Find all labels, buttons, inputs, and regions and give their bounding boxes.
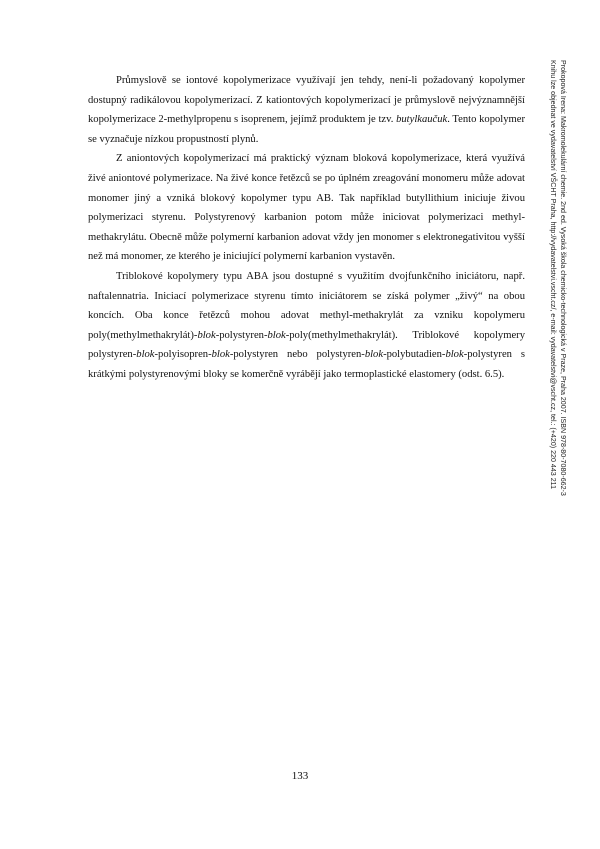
text-run: -polystyren s krátkými polystyrenovými bloky se komerčně vyrábějí jako termoplastické elastomery (odst. 6.5).: [88, 349, 525, 380]
text-run: Triblokové kopolymery typu ABA jsou dostupné s využitím dvojfunkčního iniciátoru, např. naftalennatria. Iniciací polymerizace styrenu tímto iniciátorem se získá polymer „živý“ na obou koncích. Oba konce řetězců mohou adovat methyl-methakrylát za vzniku kopolymeru poly(methylmethakrylát)-: [88, 270, 525, 341]
publication-note-line-1: Prokopová Irena: Makromolekulární chemie. 2nd ed. Vysoká škola chemicko-technologická v Praze, Praha 2007. ISBN 978-80-7080-662-3: [559, 60, 567, 496]
publication-note-line-2: Knihu lze objednat ve vydavatelství VŠCHT Praha, http://vydavatelstvi.vscht.cz/, e-mail: vydavatelstvi@vscht.cz, tel.: (+420) 220 443 211: [549, 60, 557, 490]
text-run: -polybutadien-: [383, 349, 446, 361]
italic-term: blok: [267, 329, 286, 341]
body-text: [88, 71, 525, 385]
text-run: -polyisopren-: [154, 349, 212, 361]
text-run: -polystyren-: [215, 329, 268, 341]
text-run: . Tento kopolymer se vyznačuje nízkou propustností plynů.: [88, 114, 525, 145]
paragraph: [88, 149, 525, 267]
text-run: Průmyslově se iontové kopolymerizace využívají jen tehdy, není-li požadovaný kopolymer dostupný radikálovou kopolymerizací. Z kationtových kopolymerizací je průmyslově nejvýznamnější kopolymerizace 2-methylpropenu s isoprenem, jejímž produktem je tzv.: [88, 75, 525, 126]
italic-term: blok: [211, 349, 230, 361]
text-run: -polystyren nebo polystyren-: [229, 349, 365, 361]
italic-term: blok: [197, 329, 216, 341]
text-run: Z aniontových kopolymerizací má praktický význam bloková kopolymerizace, která využívá živé aniontové polymerizace. Na živé konce řetězců se po úplném zreagování monomeru může adovat monomer jiný a vzniká blokový kopolymer typu AB. Tak například butyllithium iniciuje živou polymerizaci styrenu. Polystyrenový karbanion potom může iniciovat polymerizaci methyl-methakrylátu. Obecně může polymerní karbanion adovat vždy jen monomer s elektronegativitou vyšší než má monomer, ze kterého je iniciující polymerní karbanion vystavěn.: [88, 153, 525, 263]
publication-note: [548, 60, 568, 572]
italic-term: blok: [364, 349, 384, 361]
paragraph: [88, 267, 525, 385]
page-number: 133: [291, 770, 309, 782]
italic-term: blok: [136, 349, 155, 361]
italic-term: butylkaučuk: [396, 114, 448, 126]
text-run: -poly(methylmethakrylát). Triblokové kopolymery polystyren-: [88, 329, 525, 361]
italic-term: blok: [445, 349, 464, 361]
paragraph: [88, 71, 525, 149]
